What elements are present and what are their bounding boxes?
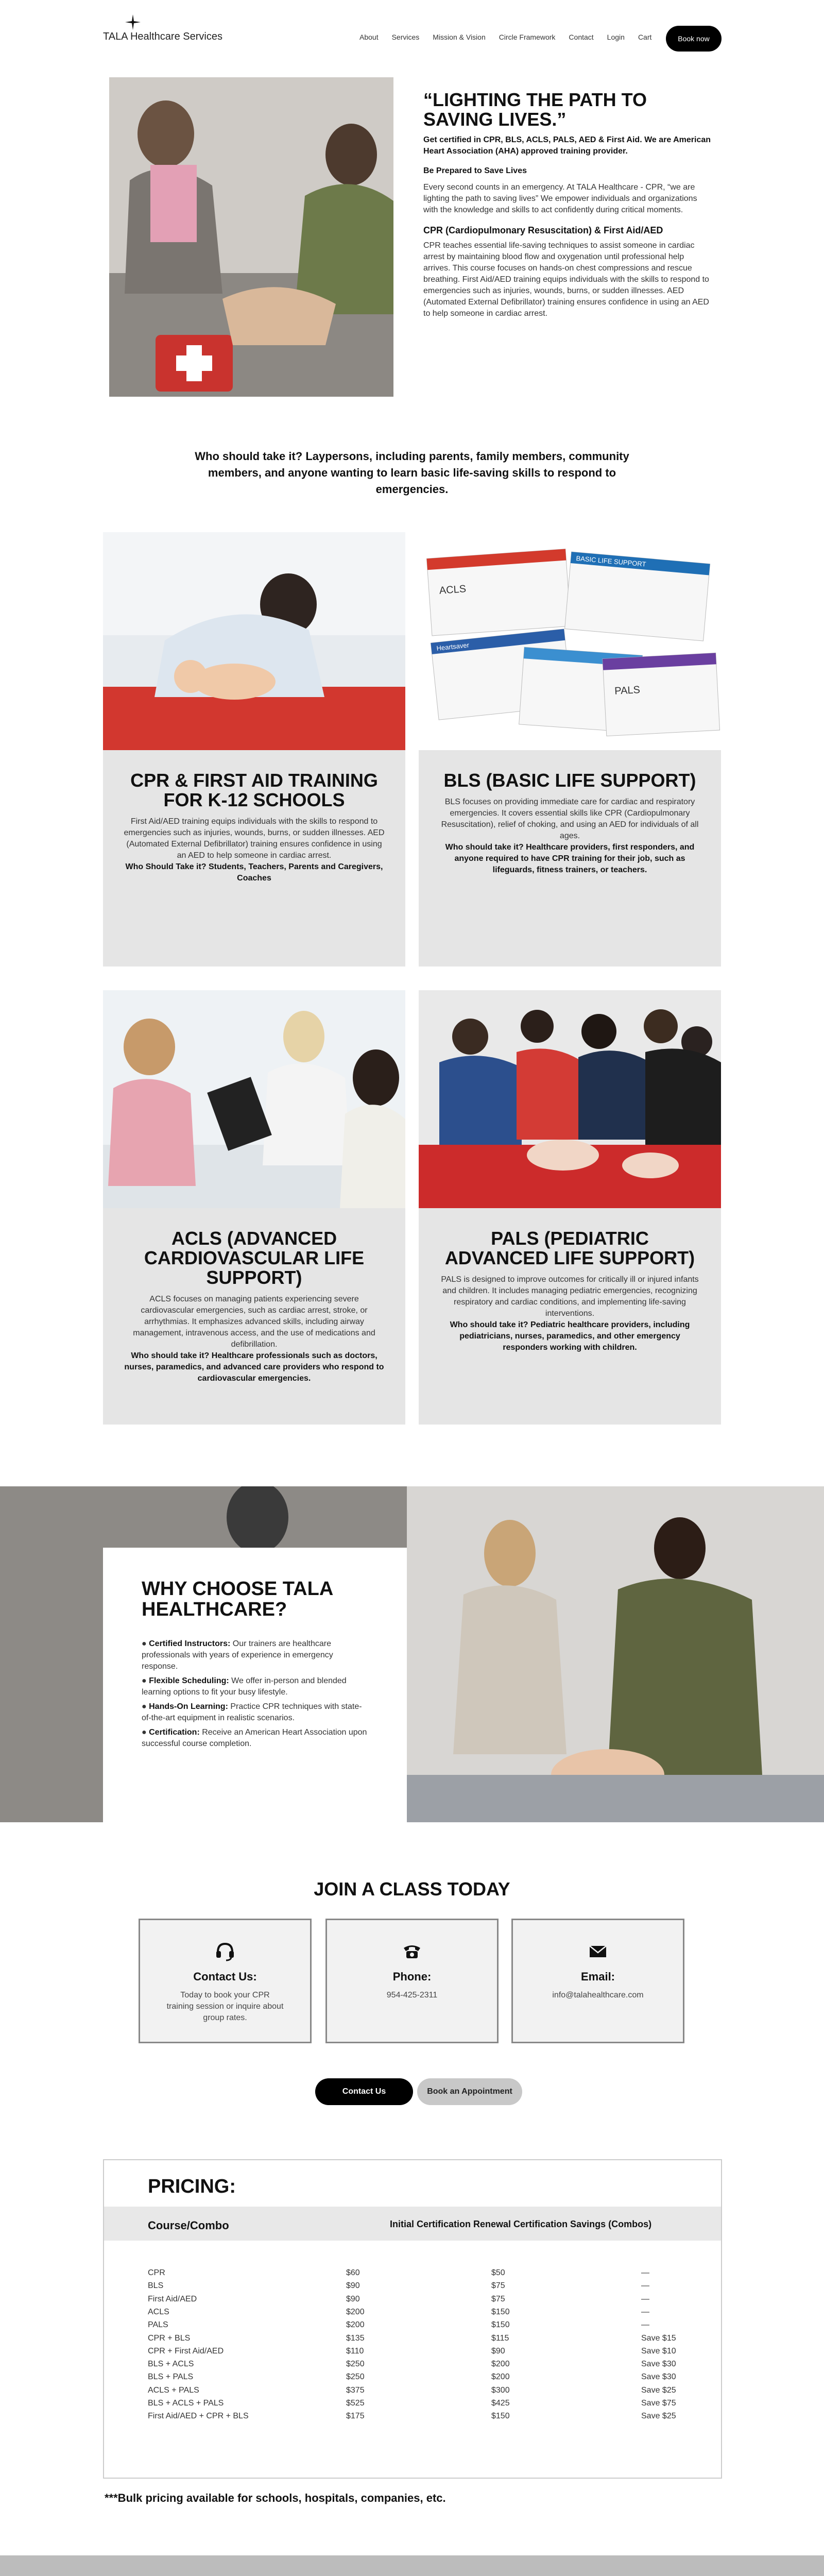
- course-photo-bls: [419, 532, 721, 750]
- price-renewal: $425: [491, 2399, 510, 2408]
- nav-contact[interactable]: Contact: [569, 33, 594, 41]
- why-item-certified: ● Certified Instructors: Our trainers are healthcare professionals with years of experience in emergency response.: [142, 1639, 333, 1671]
- course-title-pals: PALS (PEDIATRIC ADVANCED LIFE SUPPORT): [444, 1228, 695, 1268]
- price-renewal: $200: [491, 2372, 510, 2382]
- hero-course-heading: CPR (Cardiopulmonary Resuscitation) & First Aid/AED: [423, 225, 663, 235]
- hero-certified-text: Get certified in CPR, BLS, ACLS, PALS, AED & First Aid. We are American Heart Association (AHA) approved training provider.: [423, 135, 711, 156]
- nav-login[interactable]: Login: [607, 33, 625, 41]
- course-who-acls: Who should take it? Healthcare professionals such as doctors, nurses, paramedics, and advanced care providers who respond to cardiovascular emergencies.: [124, 1351, 384, 1383]
- price-savings: —: [641, 2268, 649, 2277]
- pricing-row: [104, 2412, 721, 2425]
- pricing-row: [104, 2386, 721, 2399]
- course-title-bls: BLS (BASIC LIFE SUPPORT): [443, 770, 696, 791]
- course-card-k12: [103, 750, 405, 967]
- course-title-k12: CPR & FIRST AID TRAINING FOR K-12 SCHOOLS: [130, 770, 378, 810]
- price-initial: $375: [346, 2385, 365, 2395]
- book-now-button[interactable]: Book now: [666, 26, 722, 52]
- email-address[interactable]: info@talahealthcare.com: [552, 1991, 644, 1999]
- phone-icon: [402, 1941, 422, 1961]
- course-card-bls: [419, 750, 721, 967]
- course-photo-acls: [103, 990, 405, 1208]
- course-photo-pals: [419, 990, 721, 1208]
- course-who-bls: Who should take it? Healthcare providers, first responders, and anyone required to have CPR training for their job, such as lifeguards, fitness trainers, or teachers.: [445, 843, 695, 874]
- pricing-row: [104, 2360, 721, 2372]
- course-who-k12: Who Should Take it? Students, Teachers, Parents and Caregivers, Coaches: [125, 862, 383, 883]
- price-renewal: $150: [491, 2412, 510, 2421]
- main-nav: [359, 33, 651, 41]
- card-image-label-pals: PALS: [614, 684, 641, 697]
- price-savings: —: [641, 2281, 649, 2291]
- headset-icon: [215, 1941, 235, 1961]
- nav-about[interactable]: About: [359, 33, 379, 41]
- price-initial: $110: [346, 2346, 364, 2355]
- pricing-title: PRICING:: [148, 2176, 236, 2197]
- price-renewal: $150: [491, 2320, 510, 2330]
- course-card-pals: [419, 1208, 721, 1425]
- price-savings: Save $10: [641, 2346, 676, 2355]
- why-item-label: Hands-On Learning:: [149, 1702, 228, 1711]
- pricing-row: [104, 2334, 721, 2347]
- phone-number[interactable]: 954-425-2311: [386, 1991, 438, 1999]
- price-course: BLS + PALS: [148, 2372, 194, 2382]
- contact-us-text: Today to book your CPR training session or inquire about group rates.: [166, 1991, 284, 2022]
- why-item-text: We offer in-person and blended learning options to fit your busy lifestyle.: [142, 1676, 347, 1697]
- price-course: First Aid/AED + CPR + BLS: [148, 2412, 249, 2421]
- why-item-label: Certified Instructors:: [149, 1639, 231, 1648]
- price-renewal: $300: [491, 2385, 510, 2395]
- course-desc-k12: First Aid/AED training equips individuals with the skills to respond to emergencies such as injuries, wounds, burns, or sudden illnesses. AED (Automated External Defibrillator) training ensures confidence in using an AED to help someone in cardiac arrest.: [124, 817, 385, 860]
- card-image-label-acls: ACLS: [439, 583, 467, 597]
- site-header: [0, 0, 824, 77]
- why-item-certification: ● Certification: Receive an American Heart Association upon successful course completion.: [142, 1728, 367, 1748]
- price-renewal: $115: [491, 2333, 509, 2343]
- course-desc-pals: PALS is designed to improve outcomes for critically ill or injured infants and children. It includes managing pediatric emergencies, recognizing respiratory and cardiac conditions, and implementing life-saving interventions.: [441, 1275, 699, 1318]
- envelope-icon: [588, 1941, 608, 1961]
- price-savings: Save $15: [641, 2333, 676, 2343]
- price-renewal: $200: [491, 2360, 510, 2369]
- why-choose-card: [103, 1548, 407, 1822]
- price-savings: Save $75: [641, 2399, 676, 2408]
- email-heading: Email:: [580, 1970, 615, 1983]
- why-item-label: Certification:: [149, 1728, 200, 1737]
- pricing-row: [104, 2399, 721, 2412]
- price-course: ACLS: [148, 2307, 169, 2316]
- price-initial: $90: [346, 2294, 360, 2303]
- price-renewal: $75: [491, 2294, 505, 2303]
- course-desc-acls: ACLS focuses on managing patients experiencing severe cardiovascular emergencies, such as cardiac arrest, stroke, or arrhythmias. It emphasizes advanced skills, including airway management, intravenous access, and the use of medications and defibrillation.: [133, 1295, 375, 1349]
- nav-services[interactable]: Services: [391, 33, 420, 41]
- why-item-text: Receive an American Heart Association upon successful course completion.: [142, 1728, 367, 1748]
- course-title-acls: ACLS (ADVANCED CARDIOVASCULAR LIFE SUPPORT): [144, 1228, 365, 1288]
- price-course: BLS: [148, 2281, 164, 2291]
- nav-mission-vision[interactable]: Mission & Vision: [433, 33, 486, 41]
- hero-title: “LIGHTING THE PATH TO SAVING LIVES.”: [423, 89, 647, 130]
- why-item-flexible: ● Flexible Scheduling: We offer in-person and blended learning options to fit your busy lifestyle.: [142, 1676, 347, 1697]
- site-footer: [0, 2555, 824, 2576]
- pricing-row: [104, 2281, 721, 2294]
- price-course: First Aid/AED: [148, 2294, 197, 2303]
- why-item-text: Our trainers are healthcare professionals with years of experience in emergency response.: [142, 1639, 333, 1671]
- pricing-row: [104, 2268, 721, 2281]
- brand-name[interactable]: TALA Healthcare Services: [103, 31, 222, 42]
- price-renewal: $50: [491, 2268, 505, 2277]
- who-should-take-it: Who should take it? Laypersons, including parents, family members, community members, and anyone wanting to learn basic life-saving skills to respond to emergencies.: [195, 450, 629, 496]
- price-course: CPR + BLS: [148, 2333, 191, 2343]
- cards-photo-illustration: [419, 532, 721, 750]
- price-savings: —: [641, 2320, 649, 2330]
- course-desc-bls: BLS focuses on providing immediate care for cardiac and respiratory emergencies. It covers essential skills like CPR (Cardiopulmonary Resuscitation), relief of choking, and using an AED for individuals of all ages.: [441, 798, 699, 840]
- price-initial: $200: [346, 2307, 365, 2316]
- price-course: CPR + First Aid/AED: [148, 2346, 224, 2355]
- why-item-label: Flexible Scheduling:: [149, 1676, 229, 1685]
- card-image-label-heartsaver: Heartsaver: [436, 641, 470, 652]
- hero-subheading: Be Prepared to Save Lives: [423, 166, 527, 175]
- price-initial: $175: [346, 2412, 365, 2421]
- price-initial: $250: [346, 2372, 365, 2382]
- price-initial: $250: [346, 2360, 365, 2369]
- price-renewal: $90: [491, 2346, 505, 2355]
- pricing-row: [104, 2372, 721, 2385]
- k12-photo-illustration: [103, 532, 405, 750]
- book-appointment-button[interactable]: Book an Appointment: [417, 2078, 522, 2105]
- join-title: JOIN A CLASS TODAY: [314, 1878, 510, 1900]
- bulk-pricing-note: ***Bulk pricing available for schools, hospitals, companies, etc.: [105, 2492, 446, 2504]
- phone-box: [325, 1919, 499, 2043]
- star-logo-icon[interactable]: [125, 14, 141, 30]
- nav-cart[interactable]: Cart: [638, 33, 652, 41]
- pricing-row: [104, 2347, 721, 2360]
- price-savings: —: [641, 2294, 649, 2303]
- hero-cpr-photo: [109, 77, 393, 397]
- pricing-col-course: Course/Combo: [148, 2219, 229, 2232]
- price-course: CPR: [148, 2268, 165, 2277]
- pricing-row: [104, 2295, 721, 2308]
- course-who-pals: Who should take it? Pediatric healthcare providers, including pediatricians, nurses, paramedics, and other emergency responders working with children.: [450, 1320, 690, 1352]
- email-box: [511, 1919, 684, 2043]
- price-initial: $135: [346, 2333, 365, 2343]
- course-card-acls: [103, 1208, 405, 1425]
- price-savings: Save $25: [641, 2412, 676, 2421]
- pricing-row: [104, 2308, 721, 2320]
- pricing-header-row: [104, 2207, 721, 2241]
- price-initial: $60: [346, 2268, 360, 2277]
- phone-heading: Phone:: [392, 1970, 432, 1983]
- why-title: WHY CHOOSE TALA HEALTHCARE?: [142, 1578, 333, 1620]
- price-course: PALS: [148, 2320, 168, 2330]
- price-savings: Save $30: [641, 2372, 676, 2382]
- price-renewal: $150: [491, 2307, 510, 2316]
- price-savings: Save $30: [641, 2360, 676, 2369]
- pricing-col-headers: Initial Certification Renewal Certification Savings (Combos): [390, 2219, 652, 2229]
- hero-course-desc: CPR teaches essential life-saving techniques to assist someone in cardiac arrest by maintaining blood flow and oxygenation until professional help arrives. This course focuses on hands-on chest compressions and rescue breathing. First Aid/AED training equips individuals with the skills to respond to emergencies such as injuries, wounds, burns, or sudden illnesses. AED (Automated External Defibrillator) training ensures confidence in using an AED to help someone in cardiac arrest.: [423, 241, 709, 318]
- why-item-text: Practice CPR techniques with state-of-the-art equipment in realistic scenarios.: [142, 1702, 362, 1722]
- pricing-row: [104, 2320, 721, 2333]
- hero-intro: Every second counts in an emergency. At TALA Healthcare - CPR, “we are lighting the path to saving lives” We empower individuals and organizations with the knowledge and skills to act confidently during critical moments.: [423, 183, 697, 214]
- hero-photo-illustration: [109, 77, 393, 397]
- price-initial: $525: [346, 2399, 365, 2408]
- price-initial: $200: [346, 2320, 365, 2330]
- acls-photo-illustration: [103, 990, 405, 1208]
- price-course: BLS + ACLS: [148, 2360, 194, 2369]
- contact-us-heading: Contact Us:: [193, 1970, 257, 1983]
- contact-us-button[interactable]: Contact Us: [315, 2078, 413, 2105]
- hero-text: [423, 90, 712, 329]
- course-photo-k12: [103, 532, 405, 750]
- price-course: ACLS + PALS: [148, 2385, 199, 2395]
- price-course: BLS + ACLS + PALS: [148, 2399, 224, 2408]
- why-item-hands-on: ● Hands-On Learning: Practice CPR techniques with state-of-the-art equipment in realistic scenarios.: [142, 1702, 362, 1722]
- pricing-table: [103, 2159, 722, 2479]
- contact-us-box: [139, 1919, 312, 2043]
- price-initial: $90: [346, 2281, 360, 2291]
- price-renewal: $75: [491, 2281, 505, 2291]
- price-savings: —: [641, 2307, 649, 2316]
- pals-photo-illustration: [419, 990, 721, 1208]
- nav-circle-framework[interactable]: Circle Framework: [499, 33, 556, 41]
- price-savings: Save $25: [641, 2385, 676, 2395]
- card-image-label-bls: BASIC LIFE SUPPORT: [575, 554, 647, 568]
